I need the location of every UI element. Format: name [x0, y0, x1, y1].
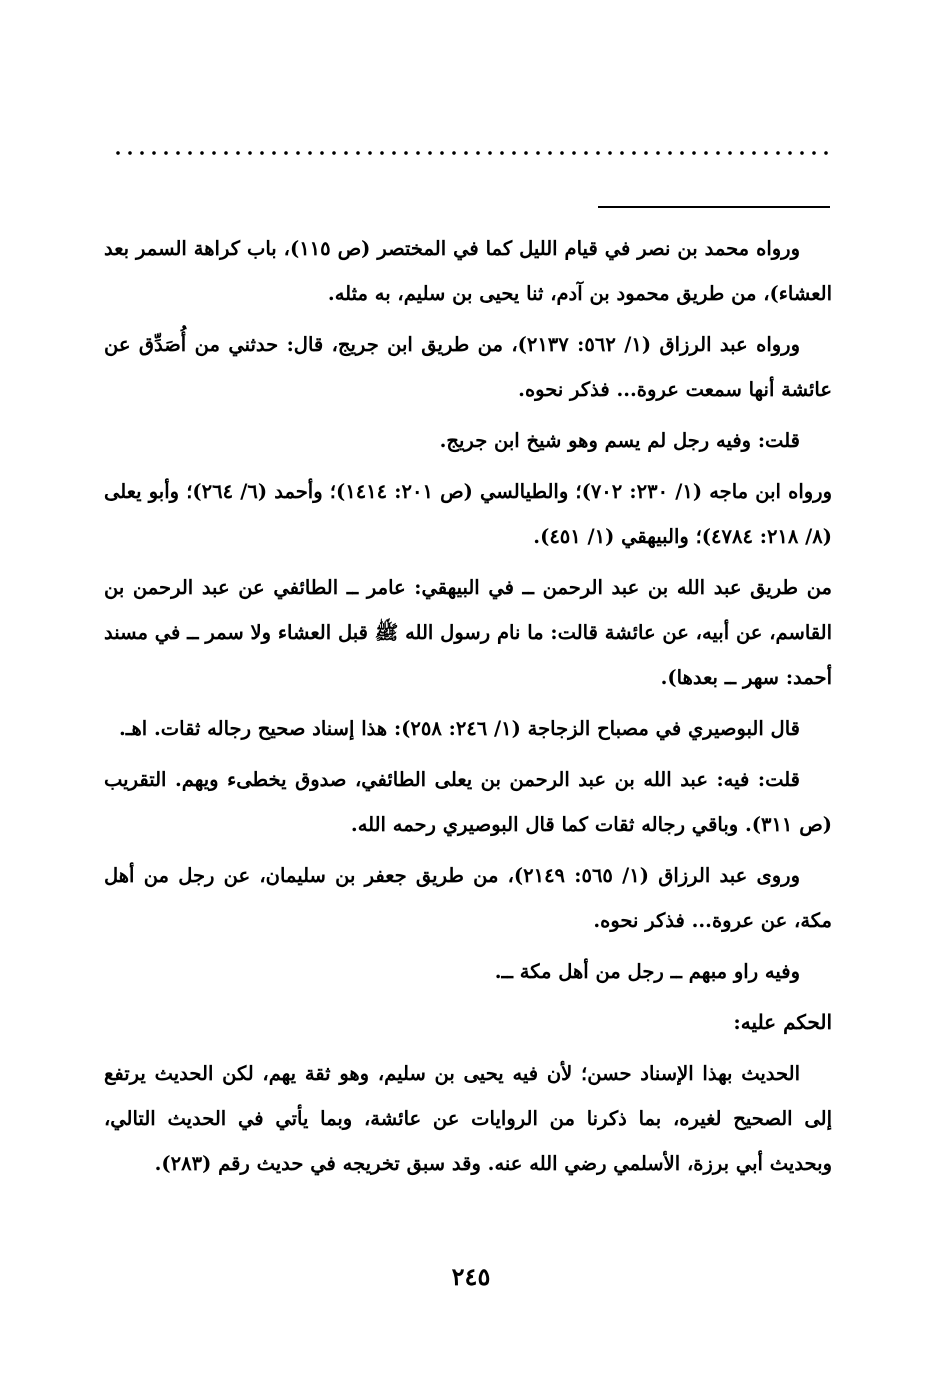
paragraph-5: من طريق عبد الله بن عبد الرحمن ــ في البيهقي: عامر ــ الطائفي عن عبد الرحمن بن القاسم، عن أبيه، عن عائشة قالت: ما نام رسول الله ﷺ قبل العشاء ولا سمر ــ في مسند أحمد: سهر ــ بعدها).	[104, 576, 832, 689]
paragraph-8: وروى عبد الرزاق (١/ ٥٦٥: ٢١٤٩)، من طريق جعفر بن سليمان، عن رجل من أهل مكة، عن عروة... فذكر نحوه.	[104, 864, 832, 932]
paragraph-2: ورواه عبد الرزاق (١/ ٥٦٢: ٢١٣٧)، من طريق ابن جريج، قال: حدثني من أُصَدِّق عن عائشة أنها سمعت عروة... فذكر نحوه.	[104, 333, 832, 401]
paragraph-1: ورواه محمد بن نصر في قيام الليل كما في المختصر (ص ١١٥)، باب كراهة السمر بعد العشاء)، من طريق محمود بن آدم، ثنا يحيى بن سليم، به مثله.	[104, 237, 832, 305]
paragraph-7: قلت: فيه: عبد الله بن عبد الرحمن بن يعلى الطائفي، صدوق يخطىء ويهم. التقريب (ص ٣١١). وباقي رجاله ثقات كما قال البوصيري رحمه الله.	[104, 768, 832, 836]
dotted-separator	[112, 146, 828, 160]
page-number: ٢٤٥	[451, 1262, 491, 1291]
footnote-rule	[598, 206, 830, 208]
page-body	[104, 226, 832, 1192]
paragraph-6: قال البوصيري في مصباح الزجاجة (١/ ٢٤٦: ٢٥٨): هذا إسناد صحيح رجاله ثقات. اهـ.	[119, 717, 800, 740]
ruling-heading: الحكم عليه:	[733, 1010, 832, 1034]
paragraph-3: قلت: وفيه رجل لم يسم وهو شيخ ابن جريج.	[439, 429, 800, 452]
paragraph-4: ورواه ابن ماجه (١/ ٢٣٠: ٧٠٢)؛ والطيالسي (ص ٢٠١: ١٤١٤)؛ وأحمد (٦/ ٢٦٤)؛ وأبو يعلى (٨/ ٢١٨: ٤٧٨٤)؛ والبيهقي (١/ ٤٥١).	[104, 480, 833, 548]
paragraph-9: وفيه راو مبهم ــ رجل من أهل مكة ــ.	[494, 960, 800, 983]
ruling-paragraph: الحديث بهذا الإسناد حسن؛ لأن فيه يحيى بن سليم، وهو ثقة يهم، لكن الحديث يرتفع إلى الصحيح لغيره، بما ذكرنا من الروايات عن عائشة، وبما يأتي في الحديث التالي، وبحديث أبي برزة، الأسلمي رضي الله عنه. وقد سبق تخريجه في حديث رقم (٢٨٣).	[104, 1062, 832, 1175]
